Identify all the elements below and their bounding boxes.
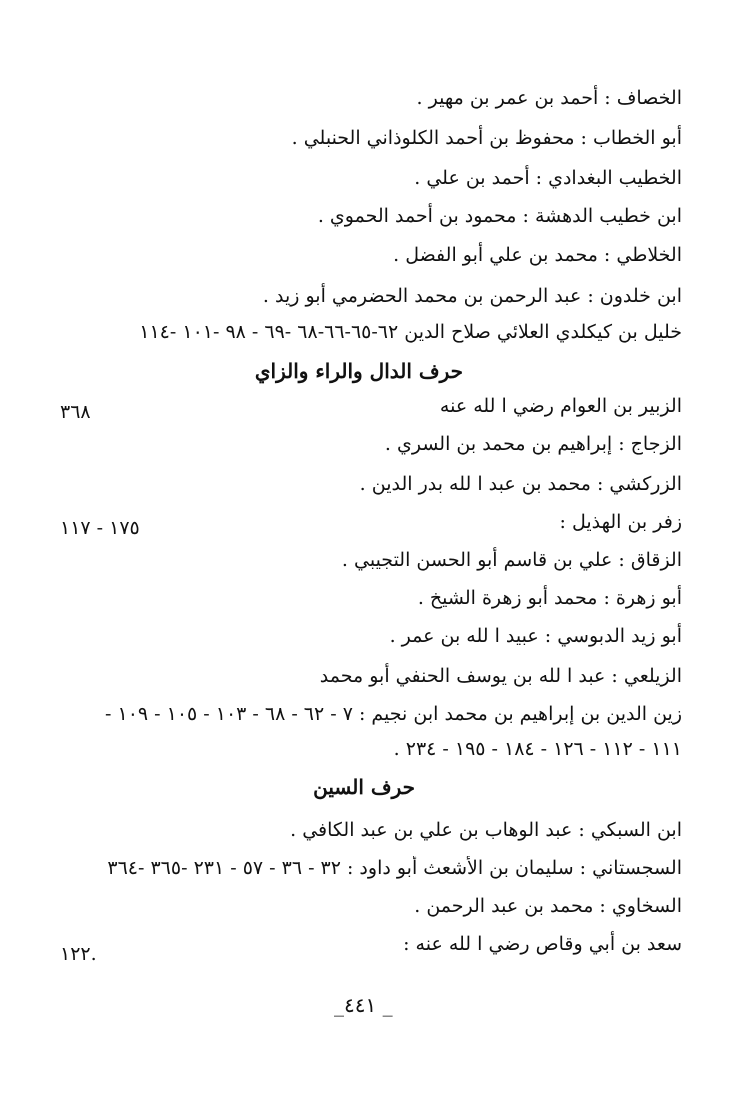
index-entry-zubayr: الزبير بن العوام رضي ا لله عنه — [439, 395, 682, 417]
index-entry-khassaf: الخصاف : أحمد بن عمر بن مهير . — [416, 87, 682, 109]
section-heading-dal-ra-zay: حرف الدال والراء والزاي — [254, 359, 463, 383]
index-entry-abu-zayd-dabusi: أبو زيد الدبوسي : عبيد ا لله بن عمر . — [389, 625, 682, 647]
index-entry-ibn-subki: ابن السبكي : عبد الوهاب بن علي بن عبد الكافي . — [290, 819, 682, 841]
section-heading-sin: حرف السين — [313, 775, 415, 799]
index-entry-zayn-al-din-continued: ١١١ - ١١٢ - ١٢٦ - ١٨٤ - ١٩٥ - ٢٣٤ . — [393, 738, 682, 760]
index-entry-ibn-khatib-dahsha: ابن خطيب الدهشة : محمود بن أحمد الحموي . — [317, 205, 682, 227]
index-entry-abu-khattab: أبو الخطاب : محفوظ بن أحمد الكلوذاني الحنبلي . — [291, 127, 682, 149]
index-entry-zaqqaq: الزقاق : علي بن قاسم أبو الحسن التجيبي . — [341, 549, 682, 571]
index-entry-saad: سعد بن أبي وقاص رضي ا لله عنه : — [403, 933, 682, 955]
index-entry-sijistani: السجستاني : سليمان بن الأشعث أبو داود : ٣٢ - ٣٦ - ٥٧ - ٢٣١ -٣٦٥ -٣٦٤ — [107, 857, 682, 879]
index-entry-khalil: خليل بن كيكلدي العلائي صلاح الدين ٦٢-٦٥-٦٦-٦٨ -٦٩ - ٩٨ -١٠١ -١١٤ — [139, 321, 682, 343]
page-refs-zubayr: ٣٦٨ — [60, 401, 91, 423]
page-refs-saad: .١٢٢ — [60, 943, 97, 965]
page-number: _ ٤٤١_ — [334, 993, 393, 1017]
index-entry-khalati: الخلاطي : محمد بن علي أبو الفضل . — [393, 244, 682, 266]
index-entry-sakhawi: السخاوي : محمد بن عبد الرحمن . — [414, 895, 682, 917]
page-refs-zufar: ١٧٥ - ١١٧ — [60, 517, 140, 539]
index-entry-ibn-khaldun: ابن خلدون : عبد الرحمن بن محمد الحضرمي أبو زيد . — [262, 285, 682, 307]
index-entry-zajjaj: الزجاج : إبراهيم بن محمد بن السري . — [384, 433, 682, 455]
index-entry-zaylai: الزيلعي : عبد ا لله بن يوسف الحنفي أبو محمد — [319, 665, 682, 687]
index-entry-abu-zahra: أبو زهرة : محمد أبو زهرة الشيخ . — [417, 587, 682, 609]
index-entry-khatib-baghdadi: الخطيب البغدادي : أحمد بن علي . — [414, 167, 682, 189]
index-entry-zayn-al-din: زين الدين بن إبراهيم بن محمد ابن نجيم : ٧ - ٦٢ - ٦٨ - ١٠٣ - ١٠٥ - ١٠٩ - — [105, 703, 682, 725]
index-entry-zufar: زفر بن الهذيل : — [559, 511, 682, 533]
index-entry-zarkashi: الزركشي : محمد بن عبد ا لله بدر الدين . — [359, 473, 682, 495]
